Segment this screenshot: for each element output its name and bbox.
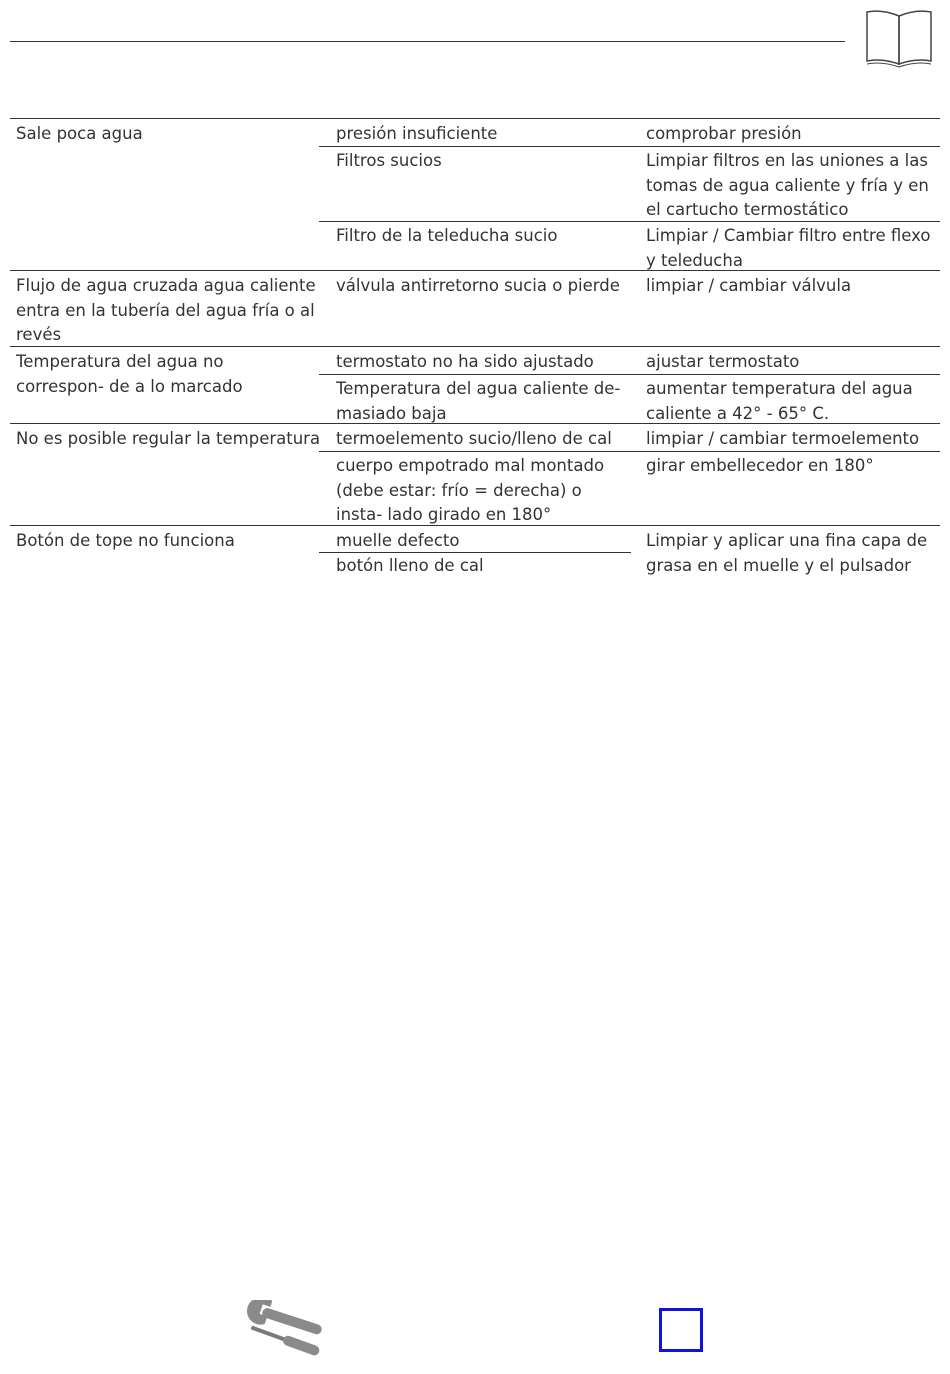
cause-text: Filtros sucios — [336, 151, 442, 170]
problem-text: Sale poca agua — [16, 124, 143, 143]
cause-text: muelle defecto — [336, 531, 460, 550]
table-row — [10, 118, 940, 271]
cause-text: Temperatura del agua caliente de- masiado baja — [336, 379, 621, 423]
remedy-text: Limpiar / Cambiar filtro entre flexo y teleducha — [646, 226, 931, 270]
problem-text: Temperatura del agua no correspon- de a lo marcado — [16, 352, 243, 396]
table-row — [10, 525, 940, 586]
remedy-text: Limpiar y aplicar una fina capa de grasa en el muelle y el pulsador — [646, 531, 928, 575]
remedy-text: Limpiar filtros en las uniones a las tomas de agua caliente y fría y en el cartucho termostático — [646, 151, 929, 219]
remedy-text: ajustar termostato — [646, 352, 800, 371]
table-row — [10, 270, 940, 347]
blue-square-icon — [659, 1308, 703, 1352]
remedy-text: aumentar temperatura del agua caliente a 42° - 65° C. — [646, 379, 913, 423]
row-divider — [319, 552, 631, 553]
remedy-text: girar embellecedor en 180° — [646, 456, 874, 475]
table-row — [10, 423, 940, 526]
header-rule — [10, 41, 845, 42]
problem-text: No es posible regular la temperatura — [16, 429, 321, 448]
row-divider — [319, 451, 940, 452]
remedy-text: limpiar / cambiar termoelemento — [646, 429, 920, 448]
cause-text: termoelemento sucio/lleno de cal — [336, 429, 612, 448]
cause-text: cuerpo empotrado mal montado (debe estar: frío = derecha) o insta- lado girado en 180° — [336, 456, 605, 524]
book-icon — [864, 8, 934, 68]
table-row — [10, 346, 940, 424]
remedy-text: comprobar presión — [646, 124, 802, 143]
row-divider — [319, 374, 940, 375]
row-divider — [319, 221, 940, 222]
problem-text: Flujo de agua cruzada agua caliente entra en la tubería del agua fría o al revés — [16, 276, 316, 344]
tools-icon — [243, 1300, 328, 1358]
remedy-text: limpiar / cambiar válvula — [646, 276, 852, 295]
cause-text: termostato no ha sido ajustado — [336, 352, 594, 371]
cause-text: Filtro de la teleducha sucio — [336, 226, 558, 245]
problem-text: Botón de tope no funciona — [16, 531, 235, 550]
row-divider — [319, 146, 940, 147]
cause-text: presión insuficiente — [336, 124, 498, 143]
cause-text: botón lleno de cal — [336, 556, 484, 575]
cause-text: válvula antirretorno sucia o pierde — [336, 276, 620, 295]
